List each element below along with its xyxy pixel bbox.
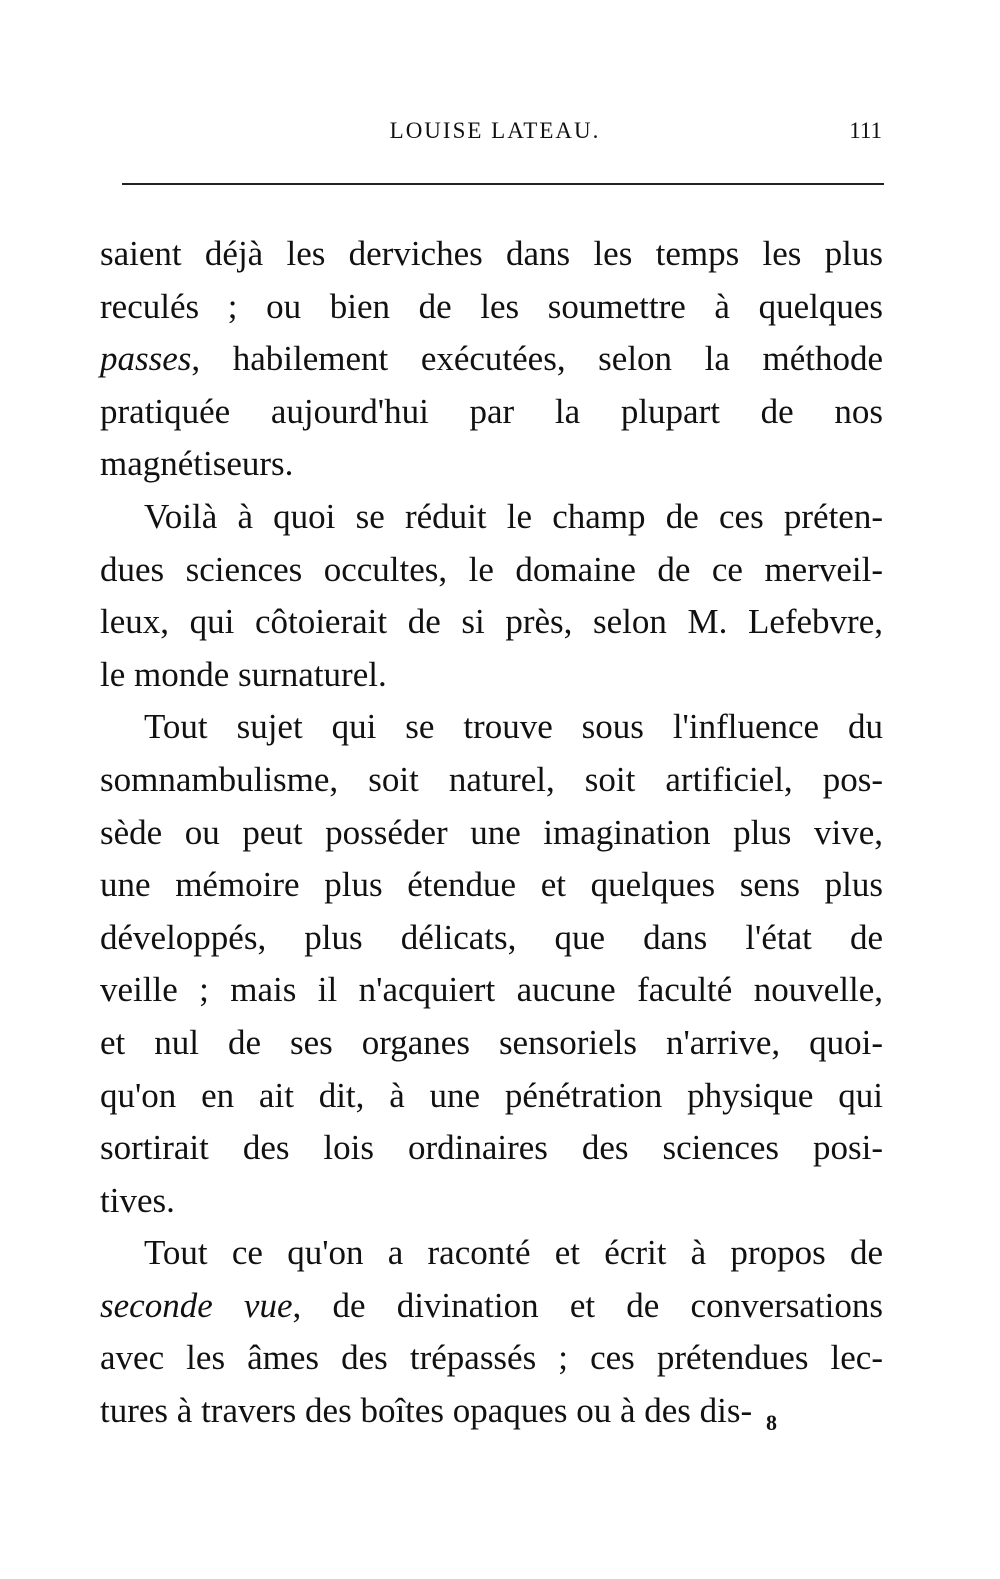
text-line: sède ou peut posséder une imagination plus vive, [100,812,883,852]
text-line: Tout ce qu'on a raconté et écrit à propos de [144,1233,883,1273]
text-line: une mémoire plus étendue et quelques sens plus [100,865,883,905]
italic-term: seconde vue [100,1285,293,1325]
line-continuation: , de divination et de conversations [292,1285,883,1325]
text-line: pratiquée aujourd'hui par la plupart de nos [100,391,883,431]
text-line: somnambulisme, soit naturel, soit artificiel, pos- [100,759,883,799]
text-line: leux, qui côtoierait de si près, selon M. Lefebvre, [100,602,883,642]
text-line: développés, plus délicats, que dans l'état de [100,917,883,957]
text-line: tures à travers des boîtes opaques ou à des dis- [100,1391,753,1431]
text-line: sortirait des lois ordinaires des sciences posi- [100,1128,883,1168]
text-line: qu'on en ait dit, à une pénétration physique qui [100,1075,883,1115]
text-line: et nul de ses organes sensoriels n'arrive, quoi- [100,1022,883,1062]
text-line: Voilà à quoi se réduit le champ de ces préten- [144,496,883,536]
text-line [100,1280,883,1333]
text-line [100,333,883,386]
header-rule [122,183,884,185]
text-line: dues sciences occultes, le domaine de ce merveil- [100,549,883,589]
body-text [100,228,883,1438]
signature-mark: 8 [766,1410,777,1435]
text-line: avec les âmes des trépassés ; ces prétendues lec- [100,1338,883,1378]
text-line: reculés ; ou bien de les soumettre à quelques [100,286,883,326]
text-line: veille ; mais il n'acquiert aucune faculté nouvelle, [100,970,883,1010]
text-line: le monde surnaturel. [100,654,387,694]
italic-term: passes [100,339,192,379]
text-line: Tout sujet qui se trouve sous l'influence du [144,707,883,747]
running-title: LOUISE LATEAU. [389,118,601,143]
running-head [100,116,890,146]
text-line: tives. [100,1180,175,1220]
page-number: 111 [849,118,882,143]
line-continuation: , habilement exécutées, selon la méthode [191,339,883,379]
text-line: magnétiseurs. [100,444,294,484]
text-line: saient déjà les derviches dans les temps les plus [100,234,883,273]
